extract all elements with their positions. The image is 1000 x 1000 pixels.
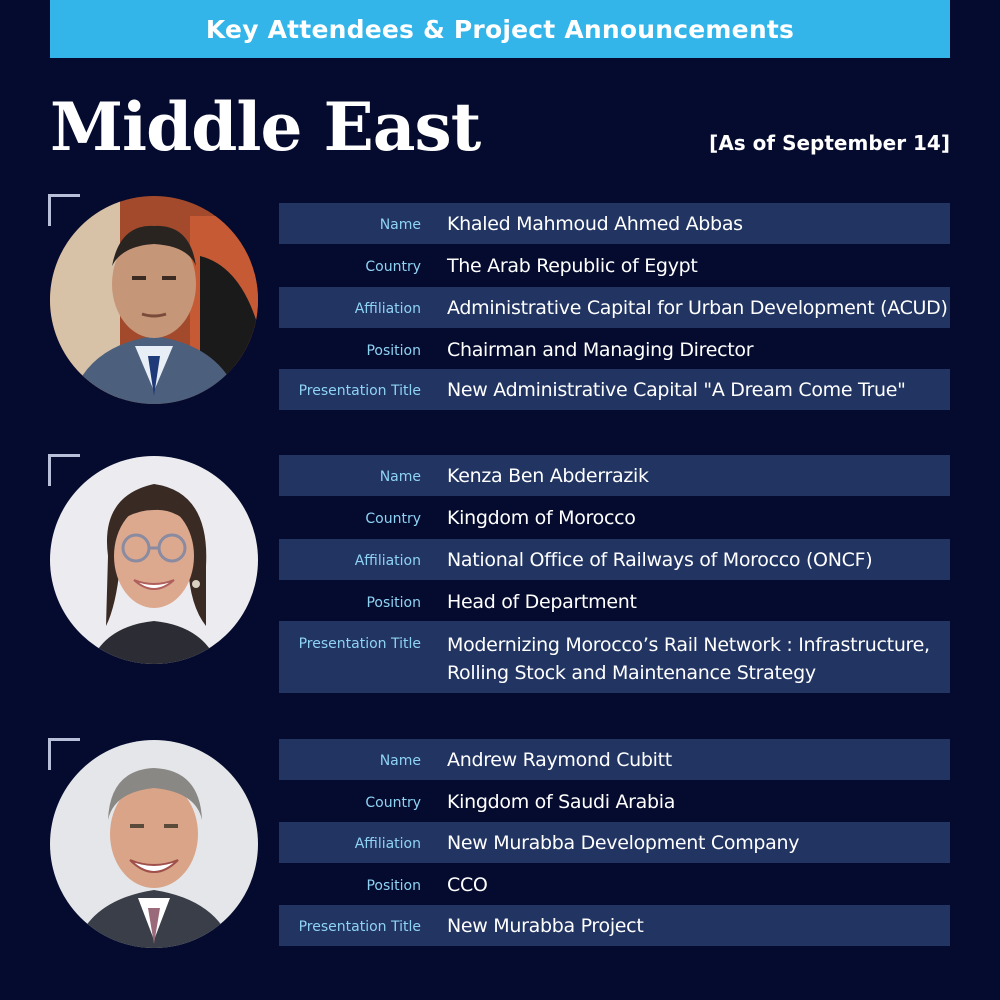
value-country: Kingdom of Saudi Arabia: [447, 790, 676, 813]
row-affiliation: [279, 287, 950, 328]
row-position: [279, 864, 950, 905]
attendee-photo: [50, 456, 258, 664]
label-name: Name: [379, 752, 421, 769]
value-affiliation: Administrative Capital for Urban Development (ACUD): [447, 296, 948, 319]
value-presentation: New Administrative Capital "A Dream Come True": [447, 378, 906, 401]
label-presentation: Presentation Title: [298, 382, 421, 399]
label-position: Position: [366, 877, 421, 894]
label-affiliation: Affiliation: [354, 552, 421, 569]
label-affiliation: Affiliation: [354, 300, 421, 317]
value-presentation: [423, 631, 930, 687]
corner-bracket: [48, 738, 80, 770]
label-presentation: Presentation Title: [298, 636, 421, 652]
label-country: Country: [365, 794, 421, 811]
value-position: Head of Department: [447, 590, 637, 613]
region-title: Middle East: [50, 88, 481, 166]
row-affiliation: [279, 822, 950, 863]
corner-bracket: [48, 454, 80, 486]
presentation-line: Rolling Stock and Maintenance Strategy: [447, 662, 816, 684]
row-country: [279, 245, 950, 286]
label-country: Country: [365, 510, 421, 527]
corner-bracket: [48, 194, 80, 226]
label-position: Position: [366, 342, 421, 359]
value-name: Kenza Ben Abderrazik: [447, 464, 649, 487]
row-position: [279, 581, 950, 622]
row-name: [279, 739, 950, 780]
row-position: [279, 329, 950, 370]
presentation-line: Modernizing Morocco’s Rail Network : Infrastructure,: [447, 634, 930, 656]
as-of-date: [As of September 14]: [709, 131, 950, 155]
value-name: Khaled Mahmoud Ahmed Abbas: [447, 212, 743, 235]
value-presentation: New Murabba Project: [447, 914, 644, 937]
row-country: [279, 781, 950, 822]
row-presentation: [279, 905, 950, 946]
value-country: Kingdom of Morocco: [447, 506, 636, 529]
value-position: CCO: [447, 873, 488, 896]
label-country: Country: [365, 258, 421, 275]
row-name: [279, 455, 950, 496]
label-position: Position: [366, 594, 421, 611]
banner-title: Key Attendees & Project Announcements: [205, 14, 795, 44]
value-affiliation: New Murabba Development Company: [447, 831, 800, 854]
value-name: Andrew Raymond Cubitt: [447, 748, 672, 771]
value-country: The Arab Republic of Egypt: [447, 254, 698, 277]
value-affiliation: National Office of Railways of Morocco (ONCF): [447, 548, 873, 571]
attendee-photo: [50, 196, 258, 404]
row-presentation: [279, 369, 950, 410]
header-banner: [50, 0, 950, 58]
row-presentation: [279, 621, 950, 693]
label-affiliation: Affiliation: [354, 835, 421, 852]
attendee-photo: [50, 740, 258, 948]
label-name: Name: [379, 216, 421, 233]
label-presentation: Presentation Title: [298, 918, 421, 935]
row-name: [279, 203, 950, 244]
row-country: [279, 497, 950, 538]
value-position: Chairman and Managing Director: [447, 338, 754, 361]
row-affiliation: [279, 539, 950, 580]
label-name: Name: [379, 468, 421, 485]
